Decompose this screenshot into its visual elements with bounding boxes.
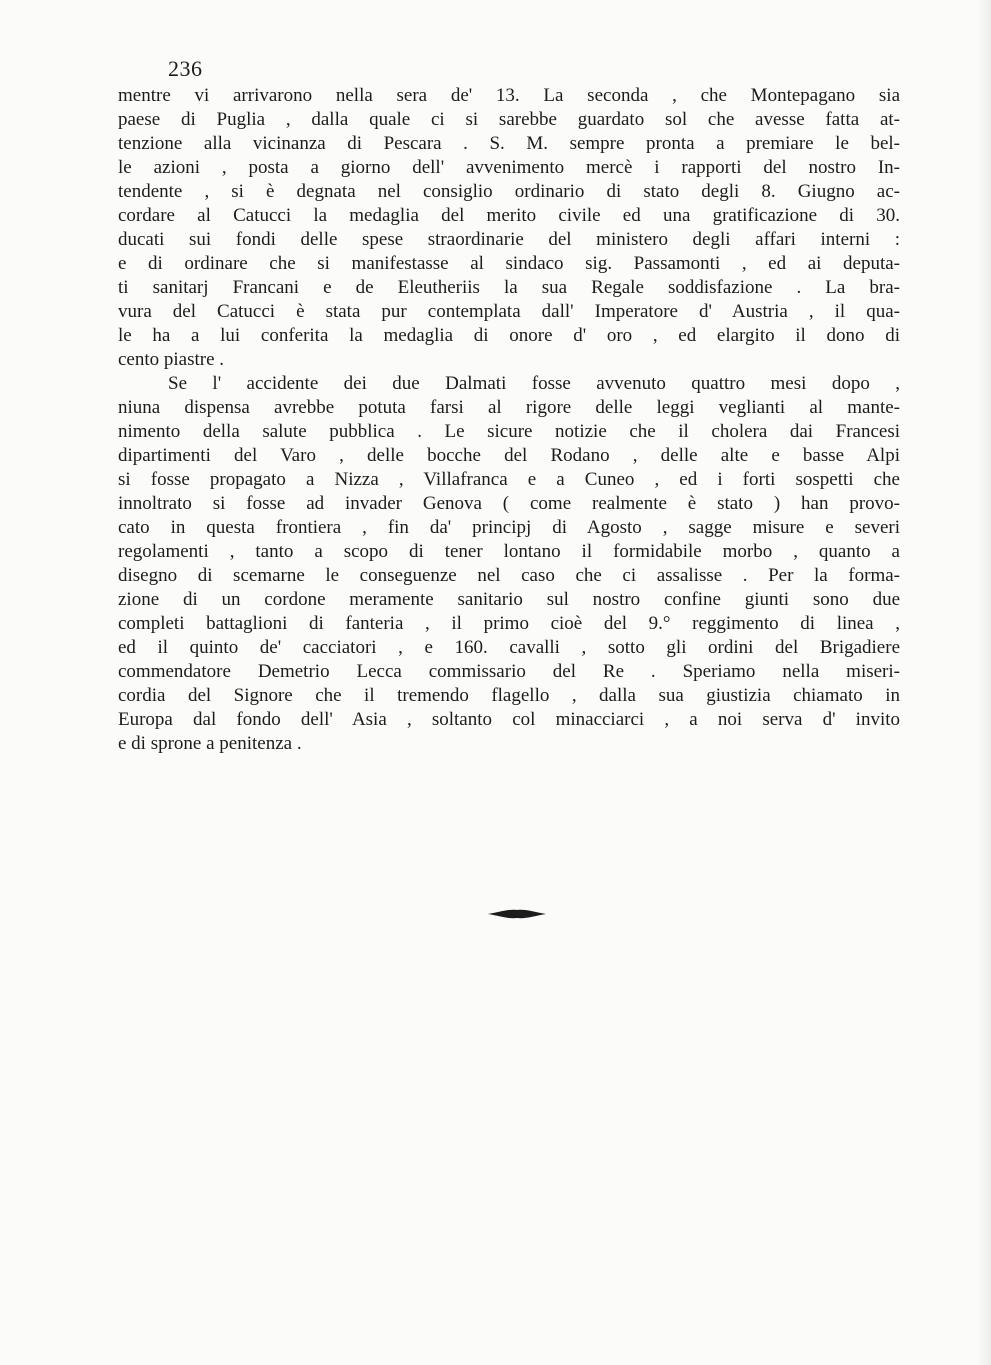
- text-line: completi battaglioni di fanteria , il primo cioè del 9.° reggimento di linea ,: [118, 613, 900, 634]
- text-line: commendatore Demetrio Lecca commissario del Re . Speriamo nella miseri-: [118, 661, 900, 682]
- text-line: ti sanitarj Francani e de Eleutheriis la sua Regale soddisfazione . La bra-: [118, 277, 900, 298]
- text-line: e di ordinare che si manifestasse al sindaco sig. Passamonti , ed ai deputa-: [118, 253, 900, 274]
- page-number: 236: [168, 56, 203, 81]
- text-line: cordare al Catucci la medaglia del merito civile ed una gratificazione di 30.: [118, 205, 900, 226]
- text-line: ducati sui fondi delle spese straordinarie del ministero degli affari interni :: [118, 229, 900, 250]
- text-line: mentre vi arrivarono nella sera de' 13. La seconda , che Montepagano sia: [118, 85, 900, 106]
- text-line: si fosse propagato a Nizza , Villafranca e a Cuneo , ed i forti sospetti che: [118, 469, 900, 490]
- text-line: cento piastre .: [118, 349, 225, 370]
- text-line: le ha a lui conferita la medaglia di onore d' oro , ed elargito il dono di: [118, 325, 900, 346]
- body-text: [118, 84, 900, 756]
- text-line: nimento della salute pubblica . Le sicure notizie che il cholera dai Francesi: [118, 421, 900, 442]
- text-line: e di sprone a penitenza .: [118, 733, 302, 754]
- text-line: tendente , si è degnata nel consiglio ordinario di stato degli 8. Giugno ac-: [118, 181, 900, 202]
- text-line: Europa dal fondo dell' Asia , soltanto col minacciarci , a noi serva d' invito: [118, 709, 900, 730]
- text-line: cordia del Signore che il tremendo flagello , dalla sua giustizia chiamato in: [118, 685, 900, 706]
- text-line: cato in questa frontiera , fin da' principj di Agosto , sagge misure e severi: [118, 517, 900, 538]
- text-line: dipartimenti del Varo , delle bocche del Rodano , delle alte e basse Alpi: [118, 445, 900, 466]
- text-line: paese di Puglia , dalla quale ci si sarebbe guardato sol che avesse fatta at-: [118, 109, 900, 130]
- text-line: tenzione alla vicinanza di Pescara . S. M. sempre pronta a premiare le bel-: [118, 133, 900, 154]
- tailpiece-ornament-icon: [486, 906, 548, 922]
- text-line: regolamenti , tanto a scopo di tener lontano il formidabile morbo , quanto a: [118, 541, 900, 562]
- text-line: Se l' accidente dei due Dalmati fosse avvenuto quattro mesi dopo ,: [168, 373, 900, 394]
- page-edge-shadow: [977, 0, 991, 1365]
- text-line: le azioni , posta a giorno dell' avvenimento mercè i rapporti del nostro In-: [118, 157, 900, 178]
- text-line: innoltrato si fosse ad invader Genova ( come realmente è stato ) han provo-: [118, 493, 900, 514]
- text-line: ed il quinto de' cacciatori , e 160. cavalli , sotto gli ordini del Brigadiere: [118, 637, 900, 658]
- text-line: niuna dispensa avrebbe potuta farsi al rigore delle leggi veglianti al mante-: [118, 397, 900, 418]
- text-line: disegno di scemarne le conseguenze nel caso che ci assalisse . Per la forma-: [118, 565, 900, 586]
- text-line: vura del Catucci è stata pur contemplata dall' Imperatore d' Austria , il qua-: [118, 301, 900, 322]
- text-line: zione di un cordone meramente sanitario sul nostro confine giunti sono due: [118, 589, 900, 610]
